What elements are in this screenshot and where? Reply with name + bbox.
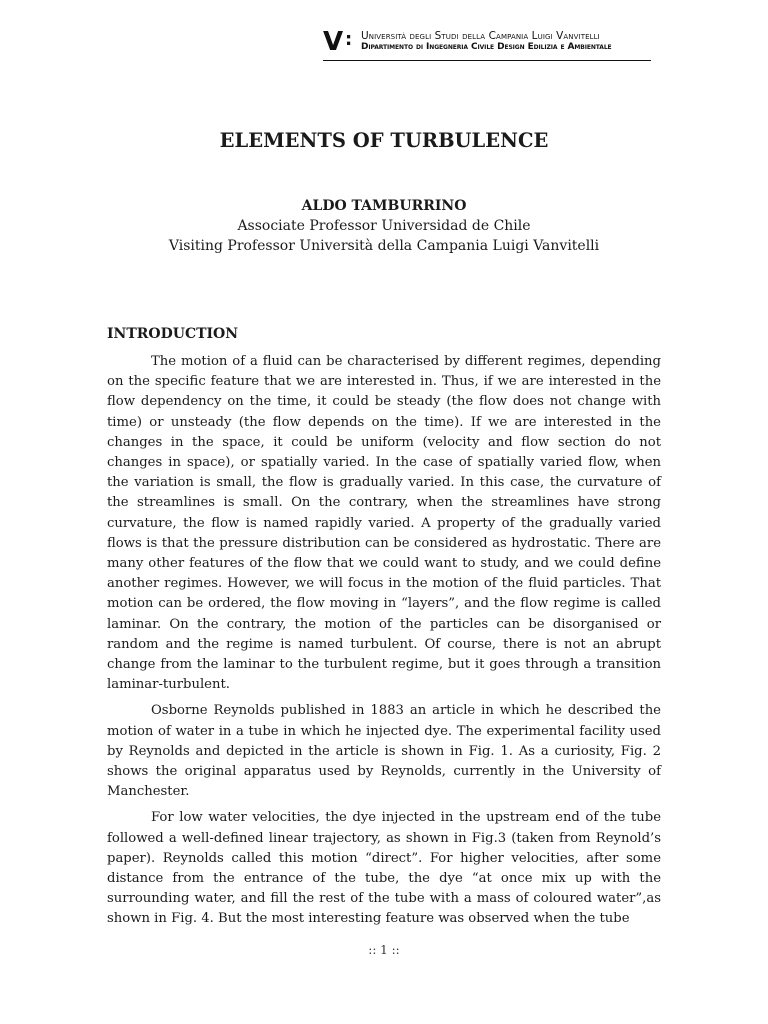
- university-logo: V: [323, 27, 344, 57]
- paragraph-1: The motion of a fluid can be characterised by different regimes, depending on the specific feature that we are interested in. Thus, if we are interested in the flow dependency on the time, it could be steady (the flow does not change with time) or unsteady (the flow depends on the time). If we are interested in the changes in the space, it could be uniform (velocity and flow section do not changes in space), or spatially varied. In the case of spatially varied flow, when the variation is small, the flow is gradually varied. In this case, the curvature of the streamlines is small. On the contrary, when the streamlines have strong curvature, the flow is named rapidly varied. A property of the gradually varied flows is that the pressure distribution can be considered as hydrostatic. There are many other features of the flow that we could want to study, and we could define another regimes. However, we will focus in the motion of the fluid particles. That motion can be ordered, the flow moving in “layers”, and the flow regime is called laminar. On the contrary, the motion of the particles can be disorganised or random and the regime is named turbulent. Of course, there is not an abrupt change from the laminar to the turbulent regime, but it goes through a transition laminar-turbulent.: [107, 354, 661, 693]
- section-heading: INTRODUCTION: [107, 326, 239, 342]
- paragraph-3: For low water velocities, the dye injected in the upstream end of the tube followed a well-defined linear trajectory, as shown in Fig.3 (taken from Reynold’s paper). Reynolds called this motion “direct”. For higher velocities, after some distance from the entrance of the tube, the dye “at once mix up with the surrounding water, and fill the rest of the tube with a mass of coloured water”,as shown in Fig. 4. But the most interesting feature was observed when the tube: [107, 810, 661, 927]
- paragraph-2: Osborne Reynolds published in 1883 an article in which he described the motion of water in a tube in which he injected dye. The experimental facility used by Reynolds and depicted in the article is shown in Fig. 1. As a curiosity, Fig. 2 shows the original apparatus used by Reynolds, currently in the University of Manchester.: [107, 703, 661, 800]
- body-text: [107, 352, 661, 936]
- document-title: ELEMENTS OF TURBULENCE: [219, 129, 549, 152]
- university-header: [323, 28, 651, 61]
- author-name: ALDO TAMBURRINO: [301, 198, 467, 214]
- department-name: Dipartimento di Ingegneria Civile Design Edilizia e Ambientale: [361, 42, 612, 52]
- university-name: Università degli Studi della Campania Luigi Vanvitelli: [361, 30, 600, 42]
- university-logo-mark: :: [345, 29, 353, 50]
- author-affiliation-1: Associate Professor Universidad de Chile: [237, 218, 531, 234]
- author-affiliation-2: Visiting Professor Università della Campania Luigi Vanvitelli: [168, 238, 600, 254]
- page-number: :: 1 ::: [368, 943, 400, 957]
